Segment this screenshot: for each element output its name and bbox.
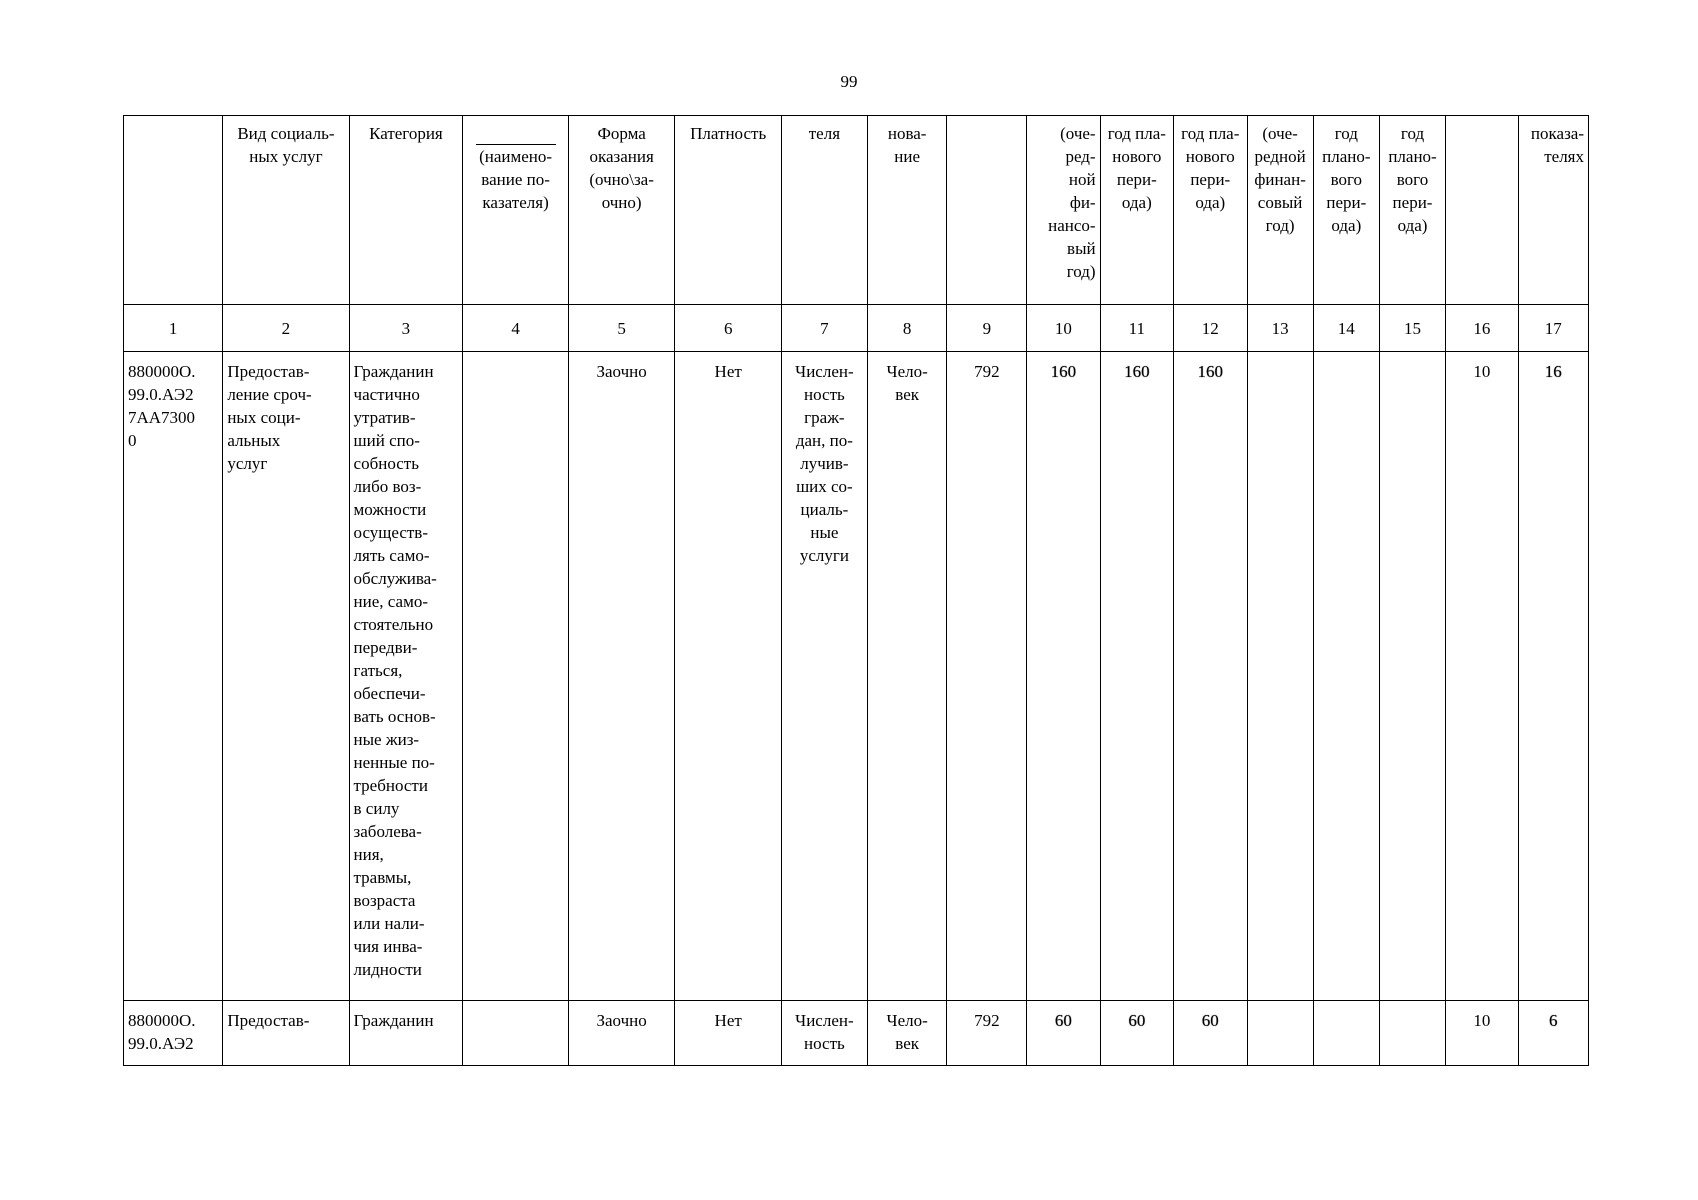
header-cell-price-current: (оче- редной финан- совый год) — [1247, 116, 1313, 305]
header-cell-year-current: (оче- ред- ной фи- нансо- вый год) — [1027, 116, 1100, 305]
column-number: 12 — [1174, 305, 1247, 352]
header-cell-indicator-name: теля — [781, 116, 867, 305]
value-plan-year-2: 60 — [1174, 1001, 1247, 1066]
service-form: Заочно — [568, 1001, 675, 1066]
service-type: Предостав- ление сроч- ных соци- альных услуг — [223, 352, 349, 1001]
column-numbers-row — [124, 305, 1589, 352]
price-plan-year-2 — [1379, 1001, 1445, 1066]
deviation-percent: 10 — [1446, 352, 1518, 1001]
category: Гражданин частично утратив- ший спо- собность либо воз- можности осуществ- лять само- обслужива- ние, само- стоятельно передви- гаться, обеспечи- вать основ- ные жиз- ненные по- требности в силу заболева- ния, травмы, возраста или нали- чия инва- лидности — [349, 352, 463, 1001]
paid-flag: Нет — [675, 1001, 782, 1066]
header-cell-price-plan-1: год плано- вого пери- ода) — [1313, 116, 1379, 305]
header-cell-year-plan-1: год пла- нового пери- ода) — [1100, 116, 1173, 305]
service-type: Предостав- — [223, 1001, 349, 1066]
header-cell-price-plan-2: год плано- вого пери- ода) — [1379, 116, 1445, 305]
okei-code: 792 — [947, 352, 1027, 1001]
paid-flag: Нет — [675, 352, 782, 1001]
indicator — [463, 352, 569, 1001]
column-number: 9 — [947, 305, 1027, 352]
header-cell-indicator: (наимено- вание по- казателя) — [463, 116, 569, 305]
services-table — [123, 115, 1589, 1066]
table-row — [124, 1001, 1589, 1066]
column-number: 15 — [1379, 305, 1445, 352]
value-plan-year-1: 160 — [1100, 352, 1173, 1001]
category: Гражданин — [349, 1001, 463, 1066]
column-number: 13 — [1247, 305, 1313, 352]
header-cell-service-type: Вид социаль- ных услуг — [223, 116, 349, 305]
table-row — [124, 352, 1589, 1001]
column-number: 3 — [349, 305, 463, 352]
price-plan-year-2 — [1379, 352, 1445, 1001]
indicator-name: Числен- ность граж- дан, по- лучив- ших со- циаль- ные услуги — [781, 352, 867, 1001]
indicator-name: Числен- ность — [781, 1001, 867, 1066]
blank-underline — [476, 144, 556, 145]
registry-code: 880000О. 99.0.АЭ2 7АА7300 0 — [124, 352, 223, 1001]
price-current-year — [1247, 1001, 1313, 1066]
deviation-percent: 10 — [1446, 1001, 1518, 1066]
okei-code: 792 — [947, 1001, 1027, 1066]
column-number: 1 — [124, 305, 223, 352]
column-number: 16 — [1446, 305, 1518, 352]
column-number: 4 — [463, 305, 569, 352]
header-cell-unit: нова- ние — [867, 116, 947, 305]
header-row — [124, 116, 1589, 305]
service-form: Заочно — [568, 352, 675, 1001]
header-cell-deviation: показа- телях — [1518, 116, 1588, 305]
column-number: 8 — [867, 305, 947, 352]
column-number: 17 — [1518, 305, 1588, 352]
header-cell-year-plan-2: год пла- нового пери- ода) — [1174, 116, 1247, 305]
column-number: 11 — [1100, 305, 1173, 352]
header-cell-paid: Платность — [675, 116, 782, 305]
column-number: 14 — [1313, 305, 1379, 352]
price-plan-year-1 — [1313, 352, 1379, 1001]
header-cell-16 — [1446, 116, 1518, 305]
column-number: 2 — [223, 305, 349, 352]
registry-code: 880000О. 99.0.АЭ2 — [124, 1001, 223, 1066]
deviation-absolute: 16 — [1518, 352, 1588, 1001]
value-plan-year-2: 160 — [1174, 352, 1247, 1001]
unit: Чело- век — [867, 352, 947, 1001]
value-plan-year-1: 60 — [1100, 1001, 1173, 1066]
unit: Чело- век — [867, 1001, 947, 1066]
column-number: 7 — [781, 305, 867, 352]
header-cell-1 — [124, 116, 223, 305]
price-current-year — [1247, 352, 1313, 1001]
value-current-year: 160 — [1027, 352, 1100, 1001]
header-cell-category: Категория — [349, 116, 463, 305]
page-number: 99 — [840, 72, 858, 91]
deviation-absolute: 6 — [1518, 1001, 1588, 1066]
indicator — [463, 1001, 569, 1066]
column-number: 6 — [675, 305, 782, 352]
header-cell-form: Форма оказания (очно\за- очно) — [568, 116, 675, 305]
column-number: 5 — [568, 305, 675, 352]
value-current-year: 60 — [1027, 1001, 1100, 1066]
header-cell-okei — [947, 116, 1027, 305]
price-plan-year-1 — [1313, 1001, 1379, 1066]
column-number: 10 — [1027, 305, 1100, 352]
